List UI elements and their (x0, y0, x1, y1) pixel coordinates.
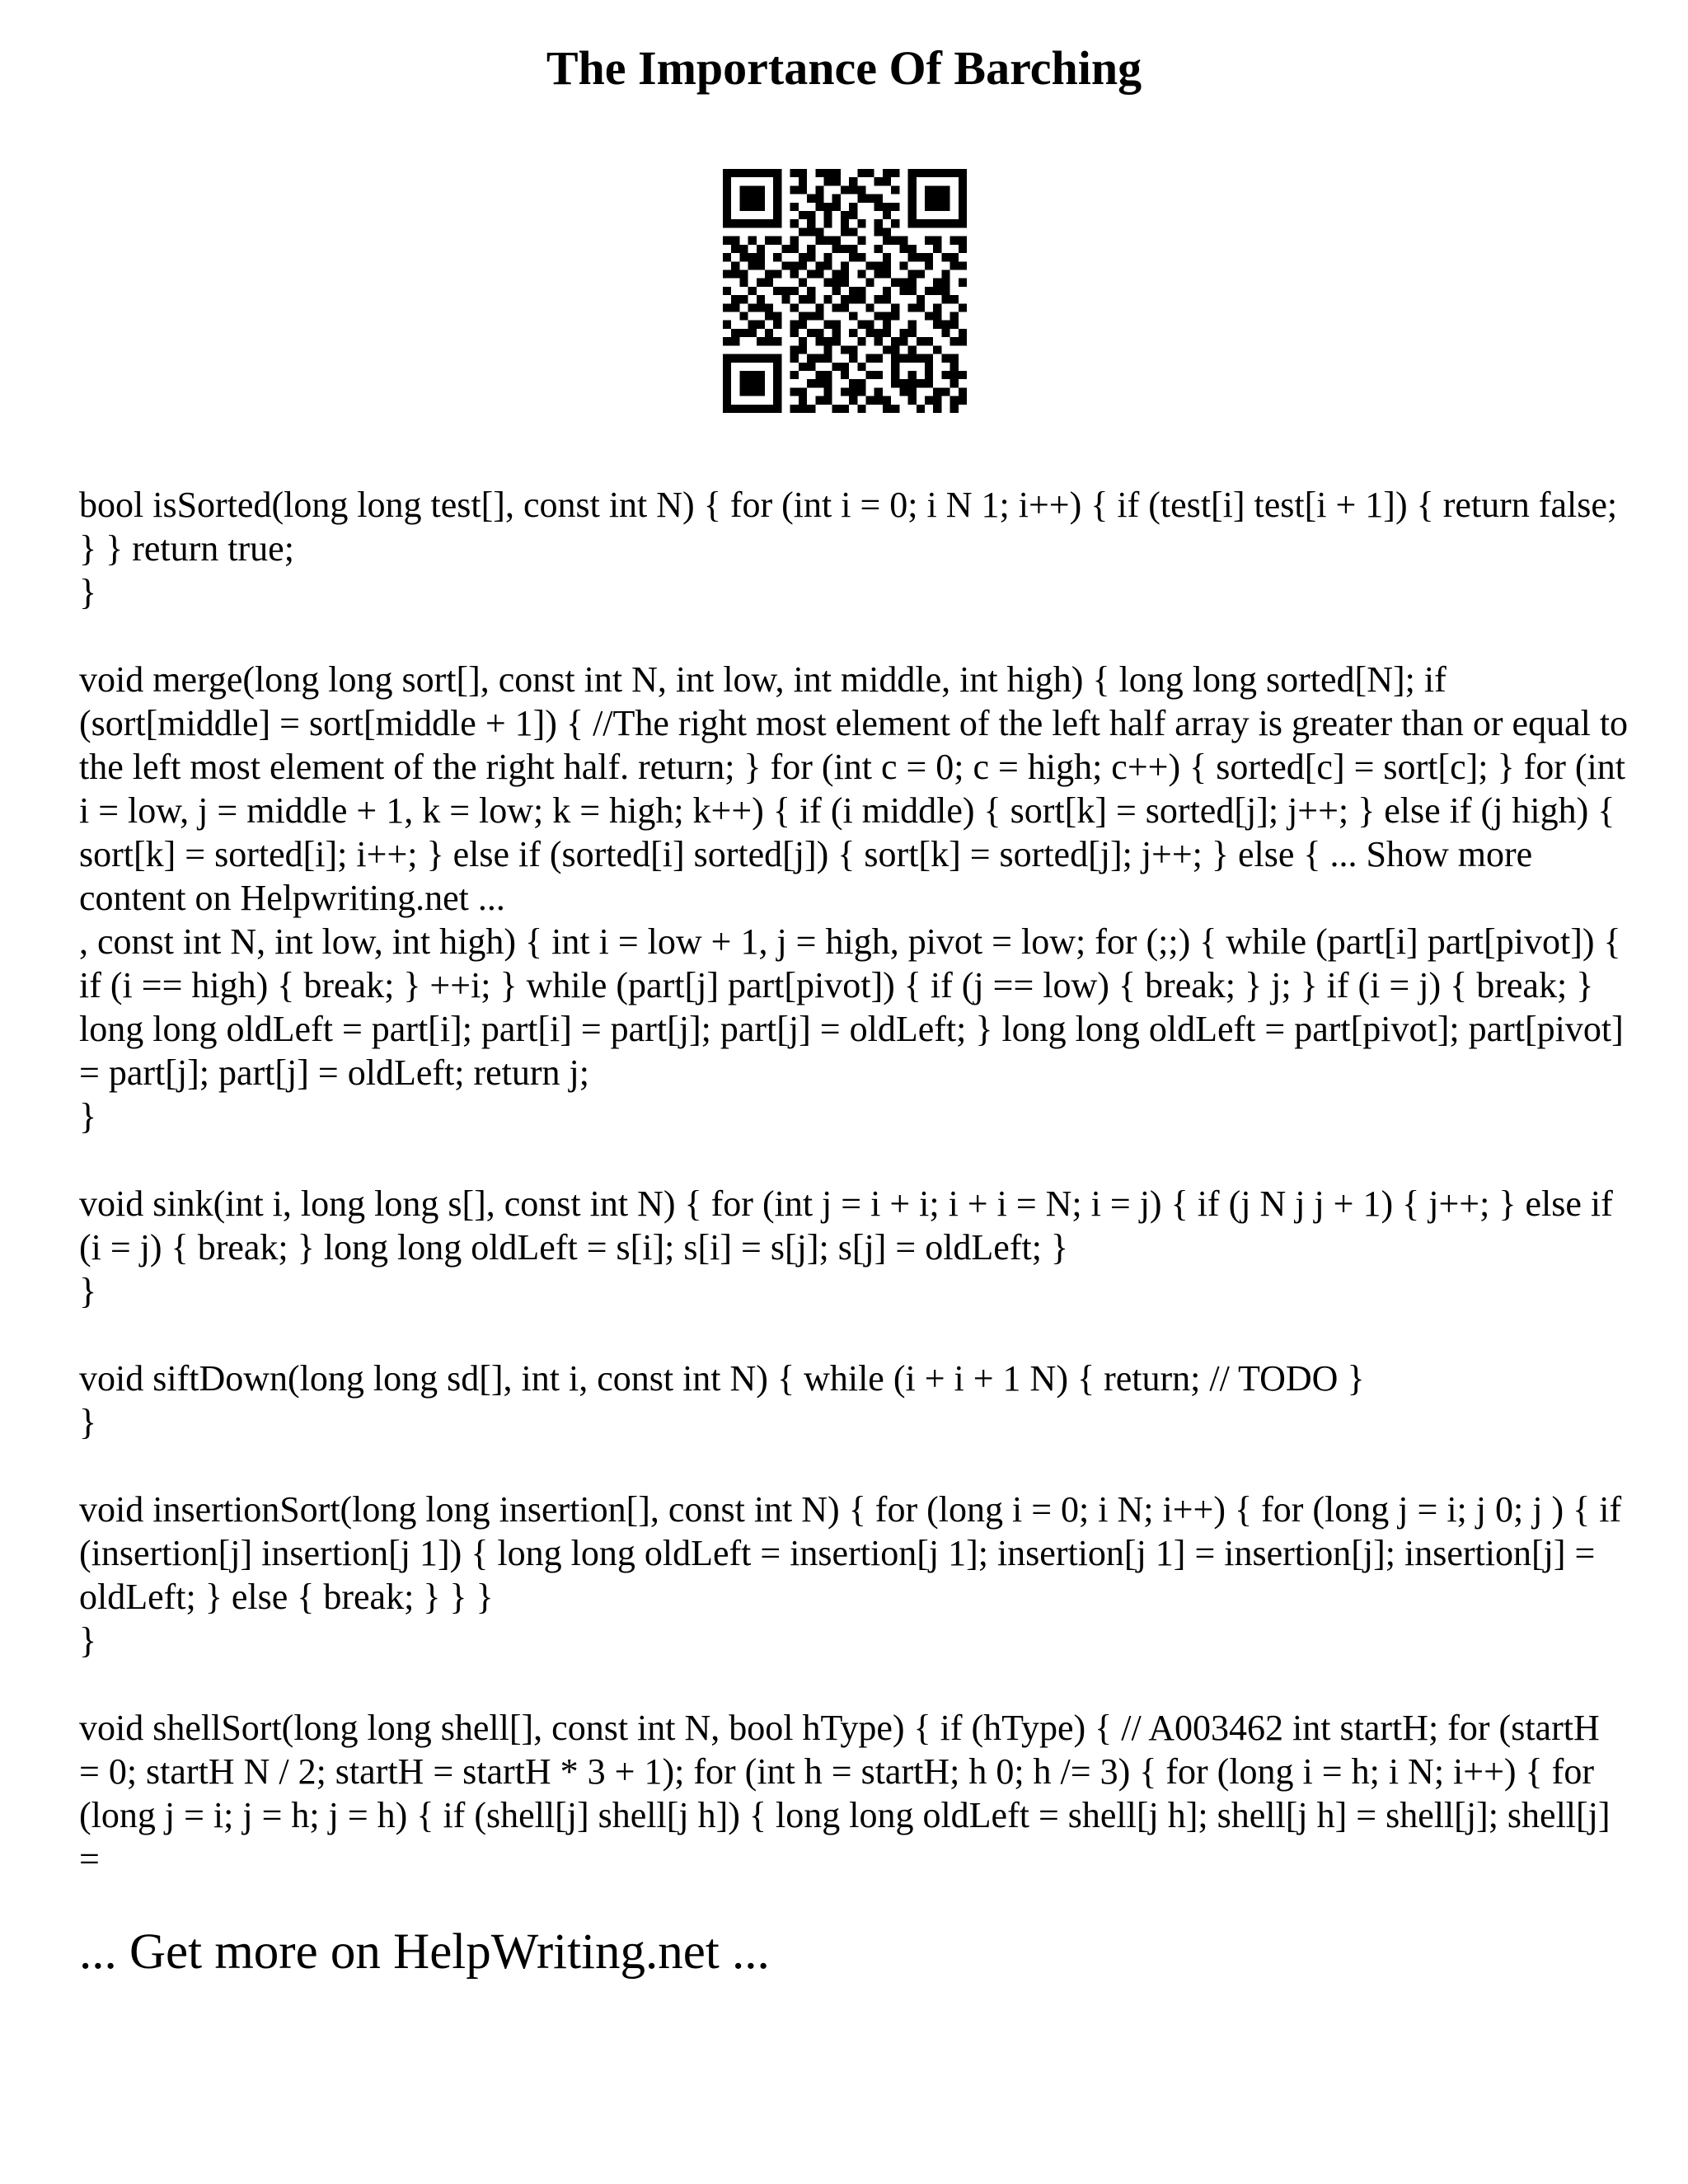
document-body (79, 483, 1629, 1924)
code-text: void merge(long long sort[], const int N, int low, int middle, int high) { long long sorted[N]; if (sort[middle] = sort[middle + 1]) { //The right most element of the left half array is greater than or equal to the left most element of the right half. return; } for (int c = 0; c = high; c++) { sorted[c] = sort[c]; } for (int i = low, j = middle + 1, k = low; k = high; k++) { if (i middle) { sort[k] = sorted[j]; j++; } else if (j high) { sort[k] = sorted[i]; i++; } else if (sorted[i] sorted[j]) { sort[k] = sorted[j]; j++; } else { ... Show more content on Helpwriting.net ... (79, 659, 1629, 918)
code-paragraph-sink (79, 1182, 1629, 1313)
code-continuation-text: , const int N, int low, int high) { int i = low + 1, j = high, pivot = low; for (;;) { while (part[i] part[pivot]) { if (i == high) { break; } ++i; } while (part[j] part[pivot]) { if (j == low) { break; } j; } if (i = j) { break; } long long oldLeft = part[i]; part[i] = part[j]; part[j] = oldLeft; } long long oldLeft = part[pivot]; part[pivot] = part[j]; part[j] = oldLeft; return j; (79, 921, 1624, 1093)
qr-code-icon (723, 169, 967, 413)
code-text: void insertionSort(long long insertion[], const int N) { for (long i = 0; i N; i++) { for (long j = i; j 0; j ) { if (insertion[j] insertion[j 1]) { long long oldLeft = insertion[j 1]; insertion[j 1] = insertion[j]; insertion[j] = oldLeft; } else { break; } } } (79, 1489, 1622, 1617)
qr-code (723, 169, 967, 413)
get-more-link[interactable]: ... Get more on HelpWriting.net ... (79, 1924, 770, 1980)
closing-brace: } (79, 1402, 97, 1442)
code-text: void shellSort(long long shell[], const int N, bool hType) { if (hType) { // A003462 int startH; for (startH = 0; startH N / 2; startH = startH * 3 + 1); for (int h = startH; h 0; h /= 3) { for (long i = h; i N; i++) { for (long j = i; j = h; j = h) { if (shell[j] shell[j h]) { long long oldLeft = shell[j h]; shell[j h] = shell[j]; shell[j] = (79, 1708, 1611, 1879)
closing-brace: } (79, 1271, 97, 1311)
code-paragraph-issorted (79, 483, 1629, 614)
code-text: bool isSorted(long long test[], const int N) { for (int i = 0; i N 1; i++) { if (test[i] test[i + 1]) { return false; } } return true; (79, 485, 1618, 569)
code-paragraph-insertionsort (79, 1488, 1629, 1662)
code-text: void siftDown(long long sd[], int i, const int N) { while (i + i + 1 N) { return; // TODO } (79, 1358, 1365, 1399)
code-paragraph-siftdown (79, 1357, 1629, 1444)
closing-brace: } (79, 1096, 97, 1137)
code-text: void sink(int i, long long s[], const int N) { for (int j = i + i; i + i = N; i = j) { if (j N j j + 1) { j++; } else if (i = j) { break; } long long oldLeft = s[i]; s[i] = s[j]; s[j] = oldLeft; } (79, 1183, 1613, 1268)
code-paragraph-shellsort (79, 1706, 1629, 1881)
document-title: The Importance Of Barching (546, 41, 1142, 95)
code-paragraph-merge (79, 658, 1629, 1138)
closing-brace: } (79, 1620, 97, 1661)
closing-brace: } (79, 572, 97, 612)
